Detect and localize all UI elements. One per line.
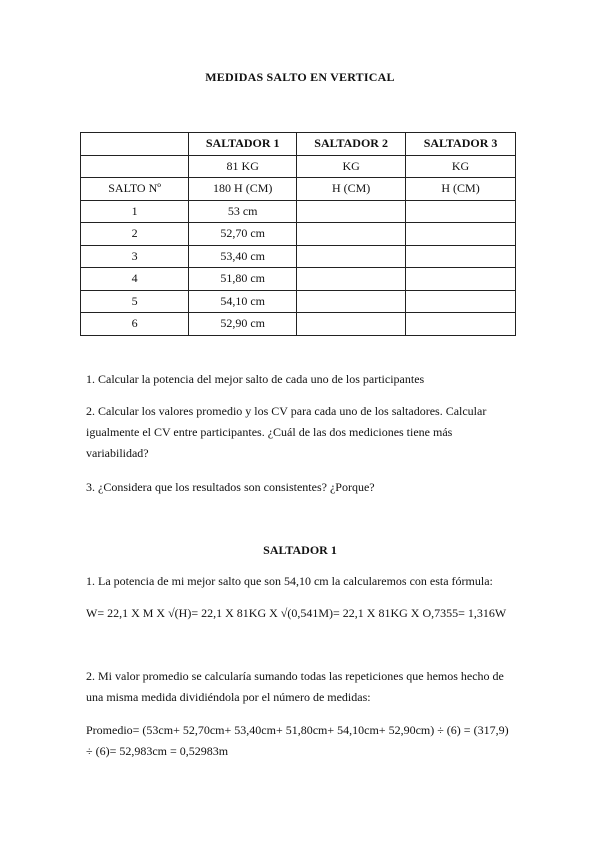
table-cell bbox=[406, 223, 516, 246]
table-cell: 52,70 cm bbox=[189, 223, 297, 246]
table-cell: 53 cm bbox=[189, 200, 297, 223]
table-cell: 4 bbox=[81, 268, 189, 291]
table-row bbox=[81, 178, 516, 201]
table-cell: KG bbox=[406, 155, 516, 178]
table-cell bbox=[297, 245, 406, 268]
average-calculation: Promedio= (53cm+ 52,70cm+ 53,40cm+ 51,80cm+ 54,10cm+ 52,90cm) ÷ (6) = (317,9) ÷ (6)= 52,983cm = 0,52983m bbox=[86, 723, 509, 758]
table-cell bbox=[81, 133, 189, 156]
table-cell: 1 bbox=[81, 200, 189, 223]
table-cell: 180 H (CM) bbox=[189, 178, 297, 201]
table-cell bbox=[297, 200, 406, 223]
table-cell: KG bbox=[297, 155, 406, 178]
document-title: MEDIDAS SALTO EN VERTICAL bbox=[205, 70, 395, 84]
power-formula: W= 22,1 X M X √(H)= 22,1 X 81KG X √(0,541M)= 22,1 X 81KG X O,7355= 1,316W bbox=[86, 606, 507, 620]
section-title-saltador-1: SALTADOR 1 bbox=[263, 543, 337, 557]
table-cell bbox=[81, 155, 189, 178]
table-cell: 2 bbox=[81, 223, 189, 246]
table-header-cell: SALTADOR 3 bbox=[406, 133, 516, 156]
table-cell bbox=[406, 290, 516, 313]
table-row bbox=[81, 245, 516, 268]
table-cell bbox=[297, 268, 406, 291]
table-cell: 51,80 cm bbox=[189, 268, 297, 291]
table-cell: 3 bbox=[81, 245, 189, 268]
answer-2: 2. Mi valor promedio se calcularía sumando todas las repeticiones que hemos hecho de una misma medida dividiéndola por el número de medidas: bbox=[86, 669, 504, 704]
table-row bbox=[81, 223, 516, 246]
table-row bbox=[81, 155, 516, 178]
table-cell: 52,90 cm bbox=[189, 313, 297, 336]
table-cell: 54,10 cm bbox=[189, 290, 297, 313]
table-row bbox=[81, 133, 516, 156]
table-cell: 5 bbox=[81, 290, 189, 313]
question-2: 2. Calcular los valores promedio y los CV para cada uno de los saltadores. Calcular igualmente el CV entre participantes. ¿Cuál de las dos mediciones tiene más variabilidad? bbox=[86, 404, 487, 460]
jump-measurements-table bbox=[80, 132, 516, 336]
table-header-cell: SALTADOR 1 bbox=[189, 133, 297, 156]
table-cell bbox=[406, 245, 516, 268]
table-cell: SALTO Nº bbox=[81, 178, 189, 201]
table-row bbox=[81, 290, 516, 313]
table-cell bbox=[406, 268, 516, 291]
table-cell bbox=[297, 290, 406, 313]
table-row bbox=[81, 200, 516, 223]
table-cell bbox=[406, 200, 516, 223]
table-cell: H (CM) bbox=[297, 178, 406, 201]
table-cell bbox=[297, 223, 406, 246]
table-cell: 53,40 cm bbox=[189, 245, 297, 268]
table-cell: 6 bbox=[81, 313, 189, 336]
question-3: 3. ¿Considera que los resultados son consistentes? ¿Porque? bbox=[86, 480, 375, 494]
table-row bbox=[81, 268, 516, 291]
table-cell: 81 KG bbox=[189, 155, 297, 178]
question-1: 1. Calcular la potencia del mejor salto de cada uno de los participantes bbox=[86, 372, 425, 386]
table-cell bbox=[297, 313, 406, 336]
answer-1: 1. La potencia de mi mejor salto que son 54,10 cm la calcularemos con esta fórmula: bbox=[86, 574, 493, 588]
table-row bbox=[81, 313, 516, 336]
table-cell bbox=[406, 313, 516, 336]
table-header-cell: SALTADOR 2 bbox=[297, 133, 406, 156]
table-cell: H (CM) bbox=[406, 178, 516, 201]
